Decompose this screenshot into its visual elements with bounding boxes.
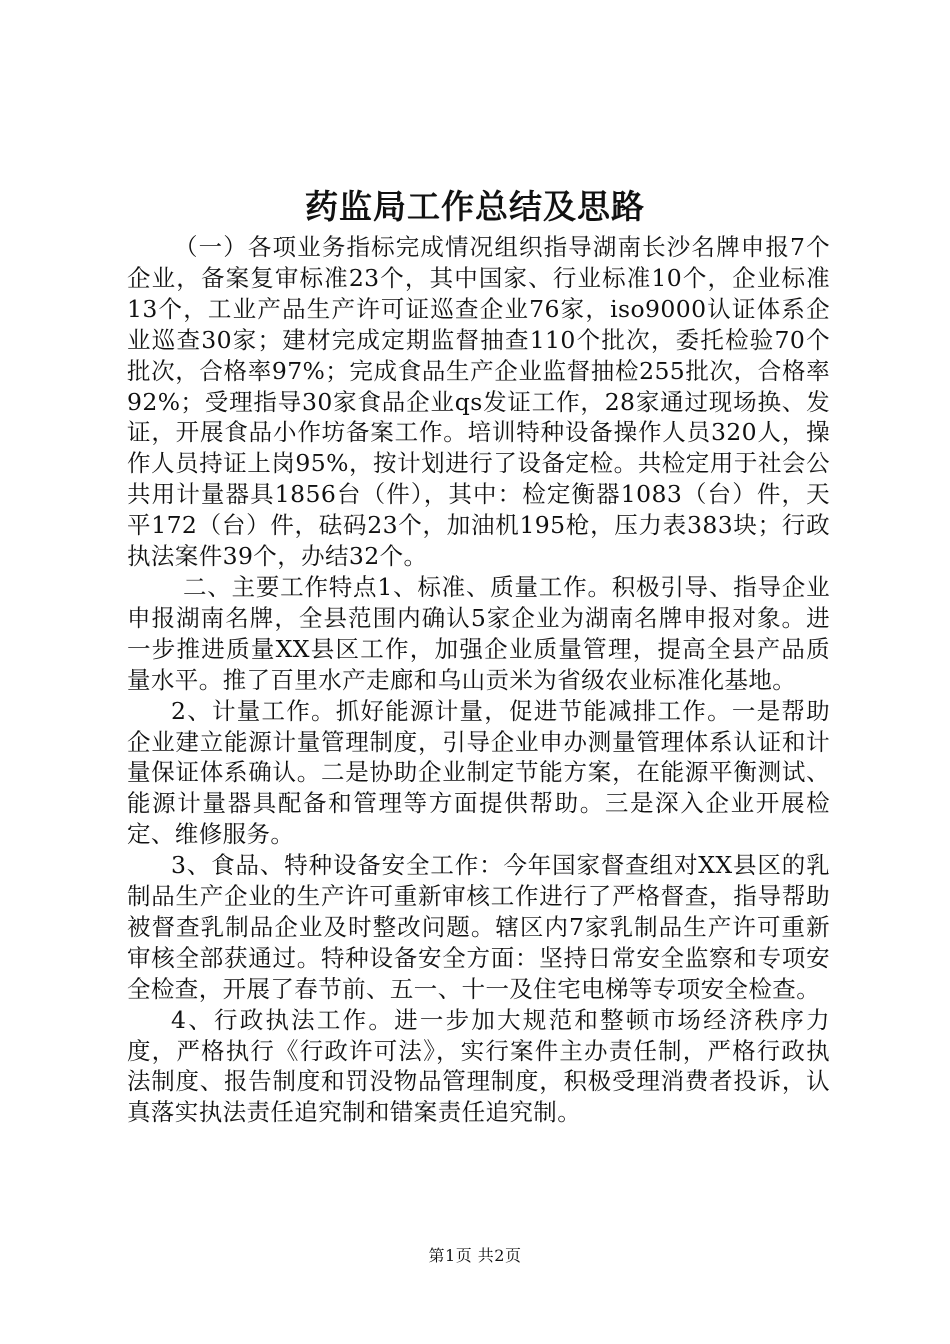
document-body (127, 232, 830, 1128)
page-footer: 第1页 共2页 (428, 1246, 522, 1265)
paragraph-administrative-enforcement: 4、行政执法工作。进一步加大规范和整顿市场经济秩序力度，严格执行《行政许可法》，实行案件主办责任制，严格行政执法制度、报告制度和罚没物品管理制度，积极受理消费者投诉，认真落实执法责任追究制和错案责任追究制。 (127, 1005, 830, 1127)
paragraph-metrology-work: 2、计量工作。抓好能源计量，促进节能减排工作。一是帮助企业建立能源计量管理制度，引导企业申办测量管理体系认证和计量保证体系确认。二是协助企业制定节能方案，在能源平衡测试、能源计量器具配备和管理等方面提供帮助。三是深入企业开展检定、维修服务。 (127, 696, 830, 849)
paragraph-food-equipment-safety: 3、食品、特种设备安全工作：今年国家督查组对XX县区的乳制品生产企业的生产许可重新审核工作进行了严格督查，指导帮助被督查乳制品企业及时整改问题。辖区内7家乳制品生产许可重新审核全部获通过。特种设备安全方面：坚持日常安全监察和专项安全检查，开展了春节前、五一、十一及住宅电梯等专项安全检查。 (127, 851, 830, 1003)
paragraph-work-features-standards: 二、主要工作特点1、标准、质量工作。积极引导、指导企业申报湖南名牌，全县范围内确认5家企业为湖南名牌申报对象。进一步推进质量XX县区工作，加强企业质量管理，提高全县产品质量水平。推了百里水产走廊和乌山贡米为省级农业标准化基地。 (127, 572, 830, 694)
document-title: 药监局工作总结及思路 (305, 187, 645, 226)
paragraph-business-indicators: （一）各项业务指标完成情况组织指导湖南长沙名牌申报7个企业，备案复审标准23个，其中国家、行业标准10个，企业标准13个，工业产品生产许可证巡查企业76家，iso9000认证体系企业巡查30家；建材完成定期监督抽查110个批次，委托检验70个批次，合格率97%；完成食品生产企业监督抽检255批次，合格率92%；受理指导30家食品企业qs发证工作，28家通过现场换、发证，开展食品小作坊备案工作。培训特种设备操作人员320人，操作人员持证上岗95%，按计划进行了设备定检。共检定用于社会公共用计量器具1856台（件），其中：检定衡器1083（台）件，天平172（台）件，砝码23个，加油机195枪，压力表383块；行政执法案件39个，办结32个。 (127, 233, 830, 571)
